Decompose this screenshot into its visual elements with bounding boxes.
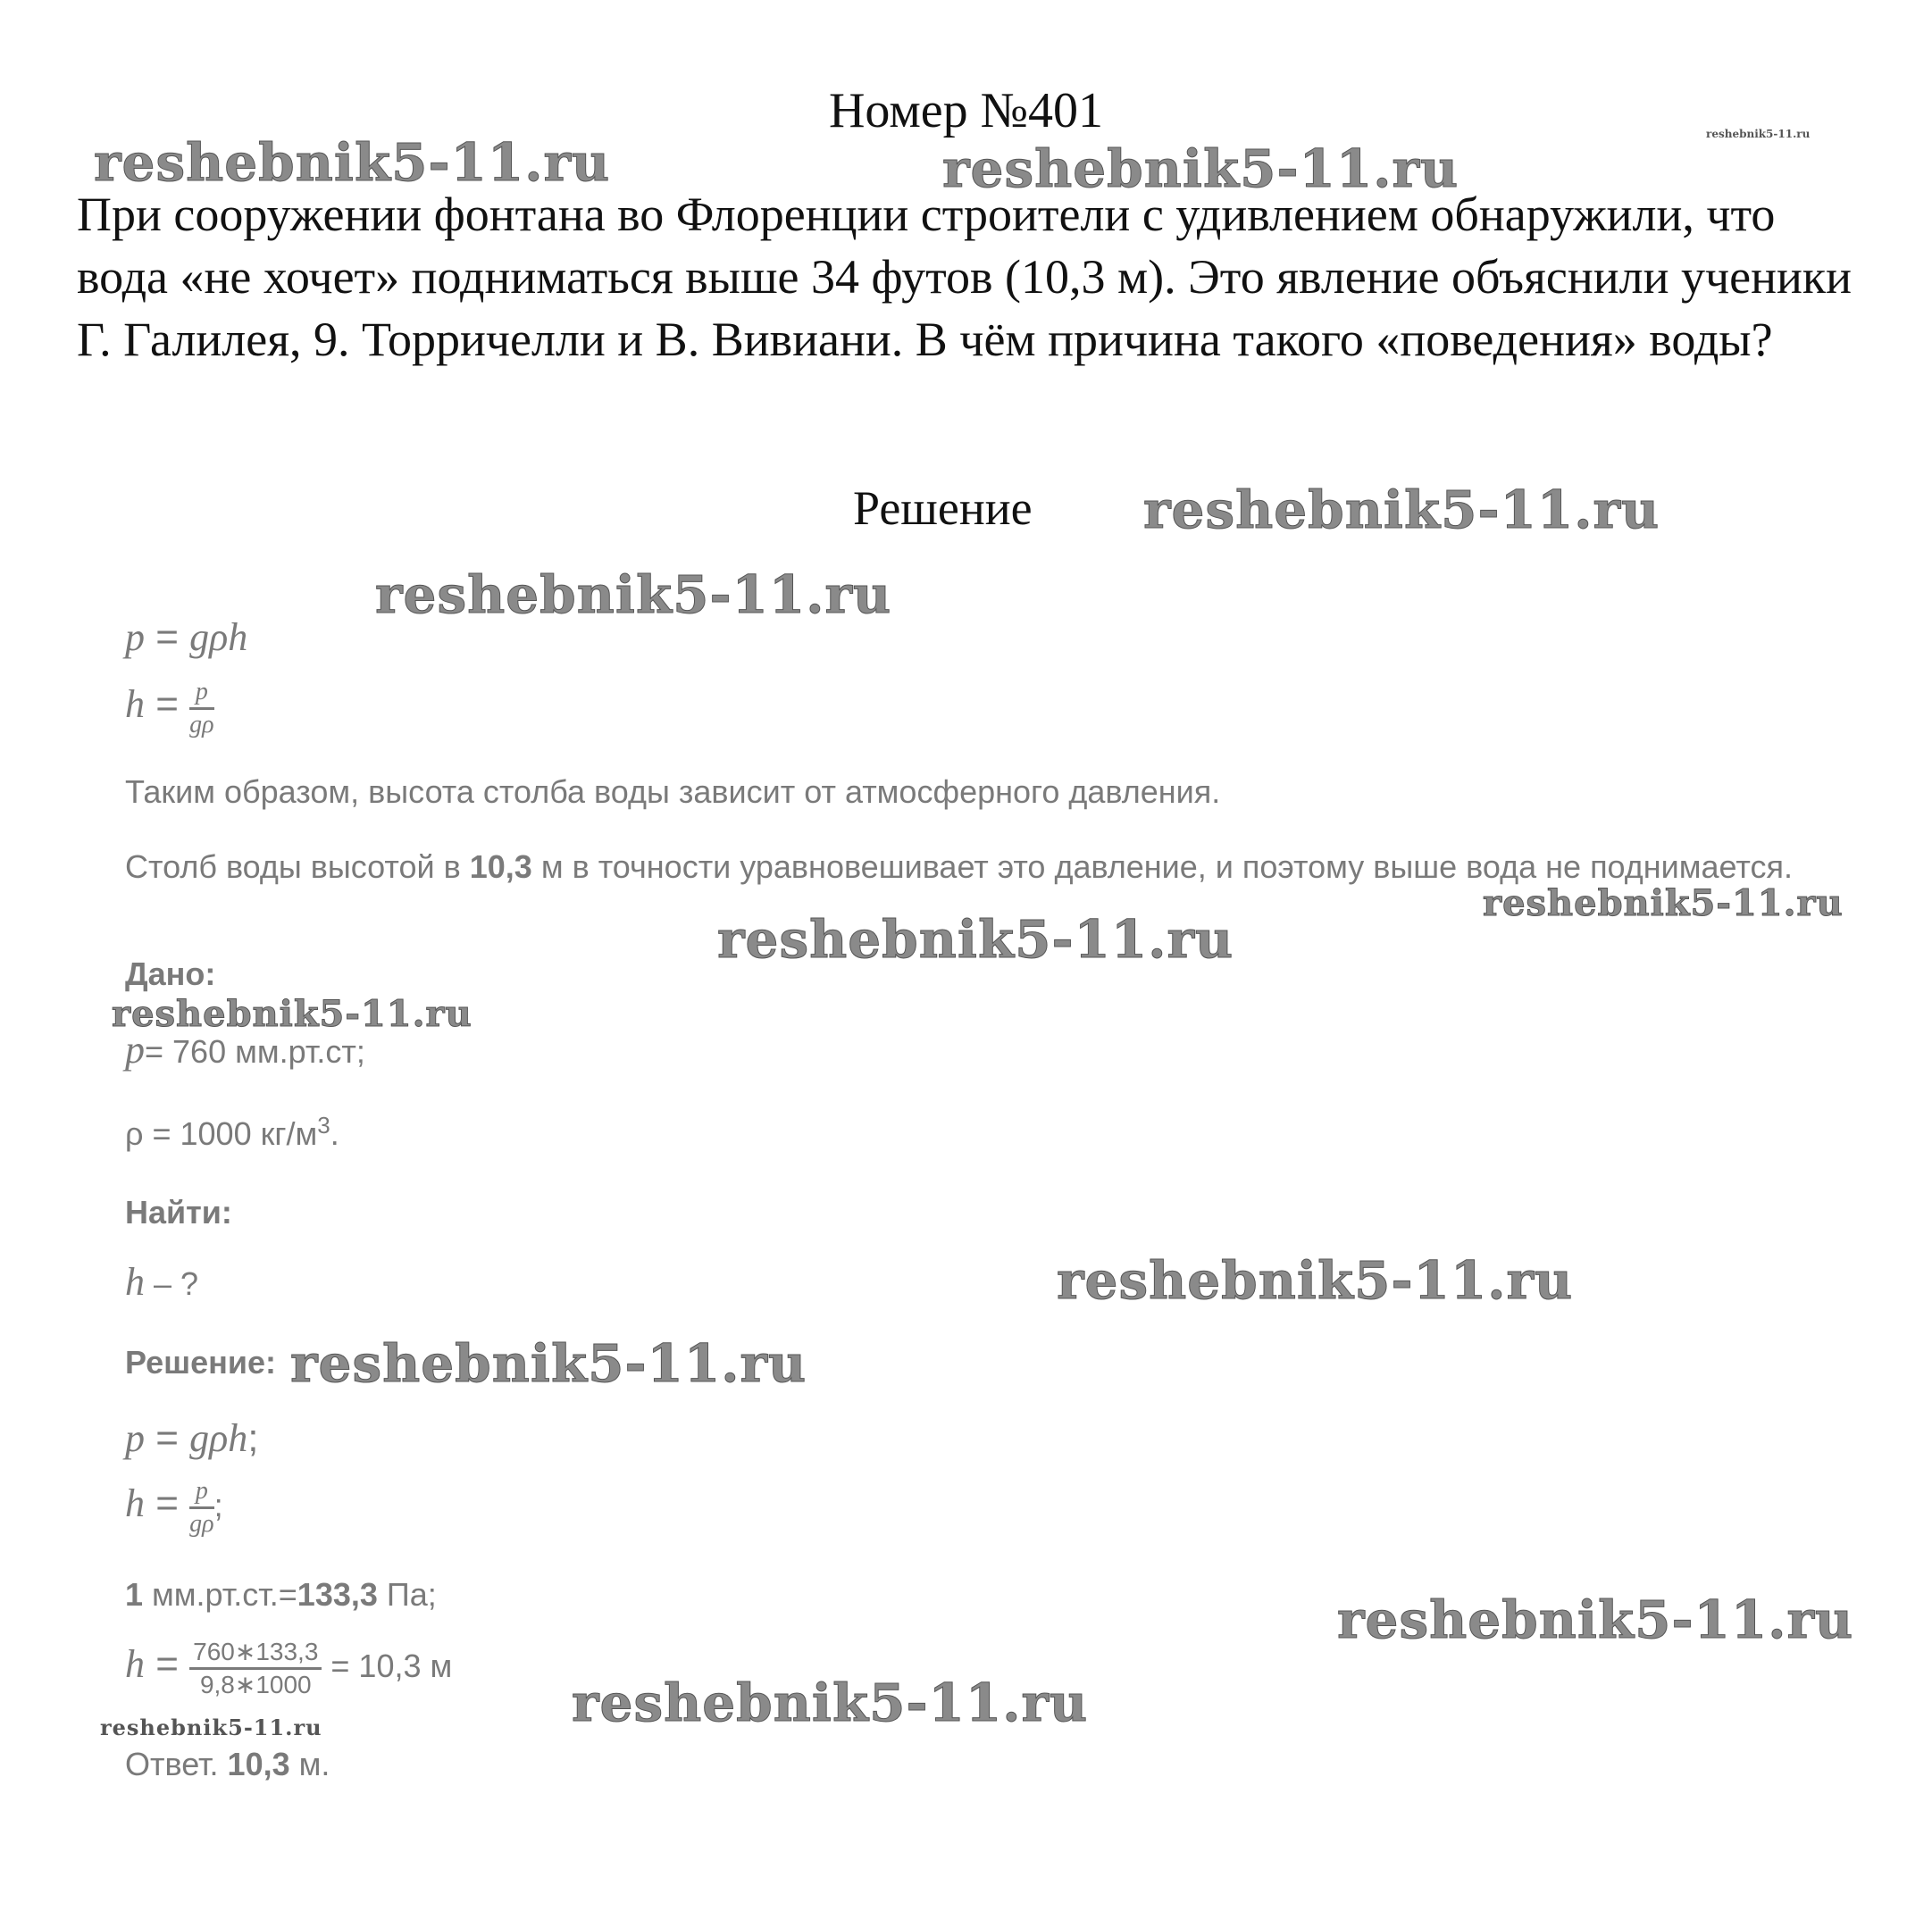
watermark: reshebnik5-11.ru bbox=[375, 564, 892, 625]
solution-label: Решение: bbox=[125, 1344, 277, 1381]
fraction-denominator: 9,8∗1000 bbox=[199, 1671, 312, 1698]
text-run: Столб воды высотой в bbox=[125, 848, 470, 885]
fraction-numerator: 760∗133,3 bbox=[189, 1639, 322, 1670]
text-run: м. bbox=[289, 1746, 330, 1782]
formula-eq: = bbox=[145, 682, 190, 727]
given-var: p bbox=[125, 1028, 145, 1072]
text-run: Па; bbox=[377, 1576, 437, 1613]
find-rest: – ? bbox=[145, 1265, 199, 1302]
unit-conversion bbox=[125, 1576, 437, 1614]
fraction bbox=[189, 1639, 322, 1698]
watermark: reshebnik5-11.ru bbox=[290, 1333, 807, 1394]
solution-calculation bbox=[125, 1639, 452, 1698]
text-run: м в точности уравновешивает это давление, и поэтому выше вода не поднимается. bbox=[531, 848, 1793, 885]
formula-expr: gρh bbox=[189, 1416, 248, 1460]
problem-statement: При сооружении фонтана во Флоренции строители с удивлением обнаружили, что вода «не хочет» подниматься выше 34 футов (10,3 м). Это явление объяснили ученики Г. Галилея, 9. Торричелли и В. Вивиани. В чём причина такого «поведения» воды? bbox=[77, 188, 1853, 366]
formula-eq: = bbox=[145, 1416, 190, 1460]
find-target bbox=[125, 1259, 198, 1305]
answer-line bbox=[125, 1746, 330, 1783]
watermark: reshebnik5-11.ru bbox=[1143, 480, 1660, 540]
formula-end: ; bbox=[213, 1487, 223, 1524]
formula-eq: = bbox=[145, 1481, 190, 1526]
solution-formula-pressure bbox=[125, 1415, 259, 1461]
fraction-numerator: p bbox=[189, 679, 213, 710]
fraction-denominator: gρ bbox=[189, 1510, 214, 1538]
given-value: = 760 bbox=[145, 1033, 227, 1070]
given-unit: мм.рт.ст; bbox=[226, 1033, 365, 1070]
formula-pressure bbox=[125, 614, 247, 660]
given-label: Дано: bbox=[125, 955, 216, 992]
text-run-bold: 10,3 bbox=[469, 848, 532, 885]
fraction-denominator: gρ bbox=[189, 711, 214, 738]
text-run: Ответ. bbox=[125, 1746, 228, 1782]
watermark: reshebnik5-11.ru bbox=[717, 909, 1234, 970]
watermark: reshebnik5-11.ru bbox=[1706, 128, 1811, 140]
formula-eq: = bbox=[145, 615, 190, 659]
solution-heading: Решение bbox=[853, 481, 1033, 535]
text-run-bold: 10,3 bbox=[227, 1746, 290, 1782]
given-var: ρ bbox=[125, 1115, 144, 1152]
page-title: Номер №401 bbox=[828, 83, 1104, 138]
calculation-result: = 10,3 м bbox=[322, 1648, 453, 1685]
find-label: Найти: bbox=[125, 1194, 232, 1231]
explanation-line: Таким образом, высота столба воды зависит от атмосферного давления. bbox=[125, 773, 1221, 810]
given-value: = 1000 bbox=[143, 1115, 252, 1152]
formula-var: h bbox=[125, 682, 145, 727]
watermark: reshebnik5-11.ru bbox=[94, 132, 611, 193]
text-run: мм.рт.ст.= bbox=[143, 1576, 297, 1613]
formula-var: h bbox=[125, 1642, 145, 1687]
find-var: h bbox=[125, 1260, 145, 1304]
watermark: reshebnik5-11.ru bbox=[1483, 882, 1844, 924]
formula-end: ; bbox=[247, 1416, 259, 1460]
fraction bbox=[189, 1478, 213, 1538]
watermark: reshebnik5-11.ru bbox=[572, 1673, 1089, 1733]
given-unit: кг/м bbox=[251, 1115, 318, 1152]
given-exponent: 3 bbox=[317, 1112, 330, 1139]
given-density bbox=[125, 1112, 339, 1153]
watermark: reshebnik5-11.ru bbox=[1057, 1250, 1574, 1311]
formula-expr: gρh bbox=[189, 615, 248, 659]
text-run-bold: 1 bbox=[125, 1576, 144, 1613]
formula-height bbox=[125, 679, 214, 738]
formula-eq: = bbox=[145, 1642, 190, 1687]
solution-formula-height bbox=[125, 1478, 223, 1538]
watermark: reshebnik5-11.ru bbox=[112, 993, 473, 1035]
fraction bbox=[189, 679, 213, 738]
formula-var: h bbox=[125, 1481, 145, 1526]
text-run-bold: 133,3 bbox=[297, 1576, 378, 1613]
watermark: reshebnik5-11.ru bbox=[1337, 1589, 1854, 1650]
watermark: reshebnik5-11.ru bbox=[100, 1715, 322, 1740]
fraction-numerator: p bbox=[189, 1478, 213, 1509]
given-end: . bbox=[330, 1115, 339, 1152]
watermark: reshebnik5-11.ru bbox=[942, 138, 1459, 199]
explanation-line bbox=[125, 848, 1793, 886]
formula-var: p bbox=[125, 1416, 145, 1460]
formula-var: p bbox=[125, 615, 145, 659]
